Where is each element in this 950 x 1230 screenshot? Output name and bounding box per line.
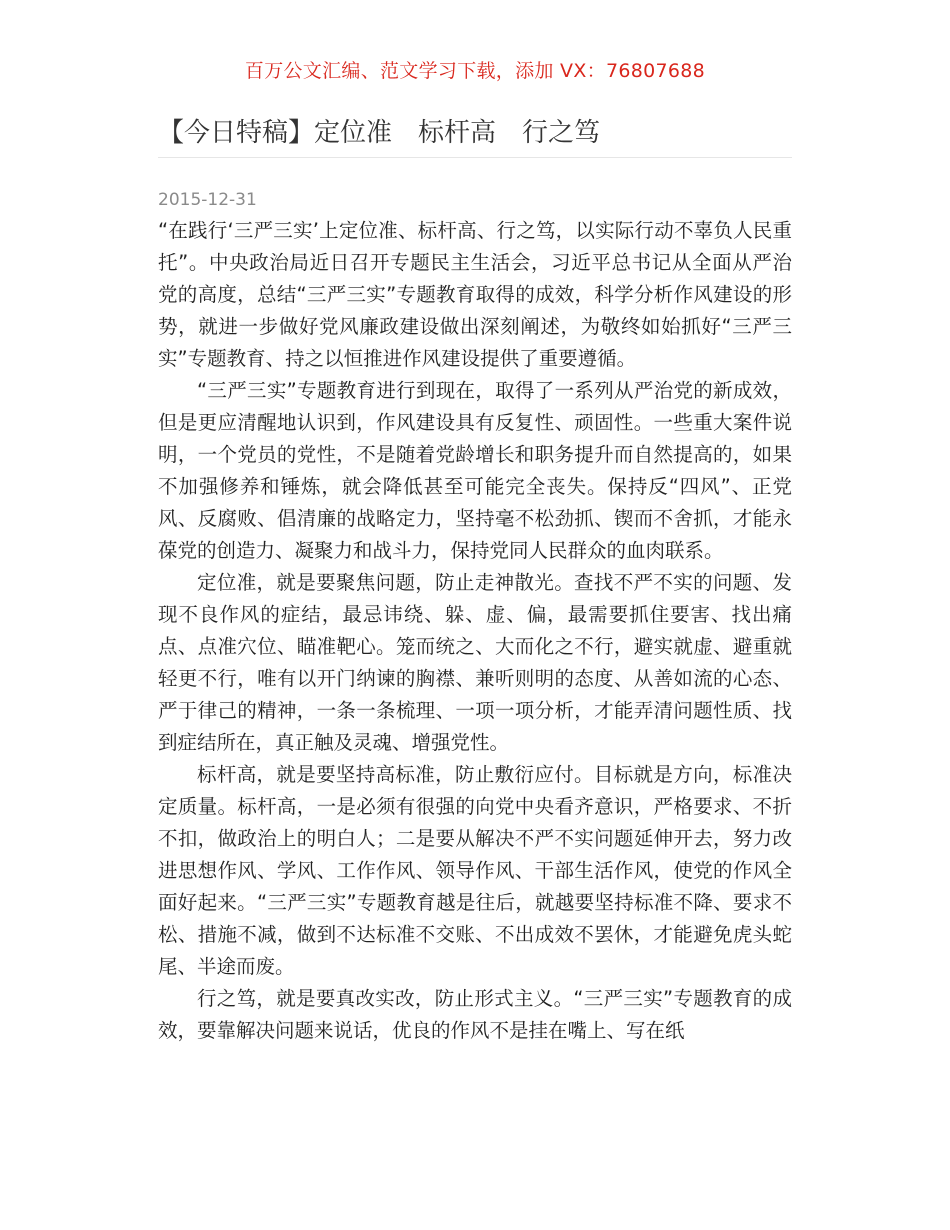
paragraph-1: “在践行‘三严三实’上定位准、标杆高、行之笃，以实际行动不辜负人民重托”。中央政治局近日召开专题民主生活会，习近平总书记从全面从严治党的高度，总结“三严三实”专题教育取得的成效，科学分析作风建设的形势，就进一步做好党风廉政建设做出深刻阐述，为敬终如始抓好“三严三实”专题教育、持之以恒推进作风建设提供了重要遵循。 [158, 219, 792, 370]
publish-date: 2015-12-31 [158, 190, 257, 210]
paragraph-3: 定位准，就是要聚焦问题，防止走神散光。查找不严不实的问题、发现不良作风的症结，最忌讳绕、躲、虚、偏，最需要抓住要害、找出痛点、点准穴位、瞄准靶心。笼而统之、大而化之不行，避实就虚、避重就轻更不行，唯有以开门纳谏的胸襟、兼听则明的态度、从善如流的心态、严于律己的精神，一条一条梳理、一项一项分析，才能弄清问题性质、找到症结所在，真正触及灵魂、增强党性。 [158, 571, 792, 754]
paragraph-4: 标杆高，就是要坚持高标准，防止敷衍应付。目标就是方向，标准决定质量。标杆高，一是必须有很强的向党中央看齐意识，严格要求、不折不扣，做政治上的明白人；二是要从解决不严不实问题延伸开去，努力改进思想作风、学风、工作作风、领导作风、干部生活作风，使党的作风全面好起来。“三严三实”专题教育越是往后，就越要坚持标准不降、要求不松、措施不减，做到不达标准不交账、不出成效不罢休，才能避免虎头蛇尾、半途而废。 [158, 763, 792, 978]
paragraph-2: “三严三实”专题教育进行到现在，取得了一系列从严治党的新成效，但是更应清醒地认识到，作风建设具有反复性、顽固性。一些重大案件说明，一个党员的党性，不是随着党龄增长和职务提升而自然提高的，如果不加强修养和锤炼，就会降低甚至可能完全丧失。保持反“四风”、正党风、反腐败、倡清廉的战略定力，坚持毫不松劲抓、锲而不舍抓，才能永葆党的创造力、凝聚力和战斗力，保持党同人民群众的血肉联系。 [158, 379, 792, 562]
article-body [158, 215, 792, 1047]
paragraph-5: 行之笃，就是要真改实改，防止形式主义。“三严三实”专题教育的成效，要靠解决问题来说话，优良的作风不是挂在嘴上、写在纸 [158, 987, 792, 1042]
promo-banner: 百万公文汇编、范文学习下载，添加 VX：76807688 [244, 60, 706, 82]
article-title: 【今日特稿】定位准 标杆高 行之笃 [158, 112, 792, 158]
